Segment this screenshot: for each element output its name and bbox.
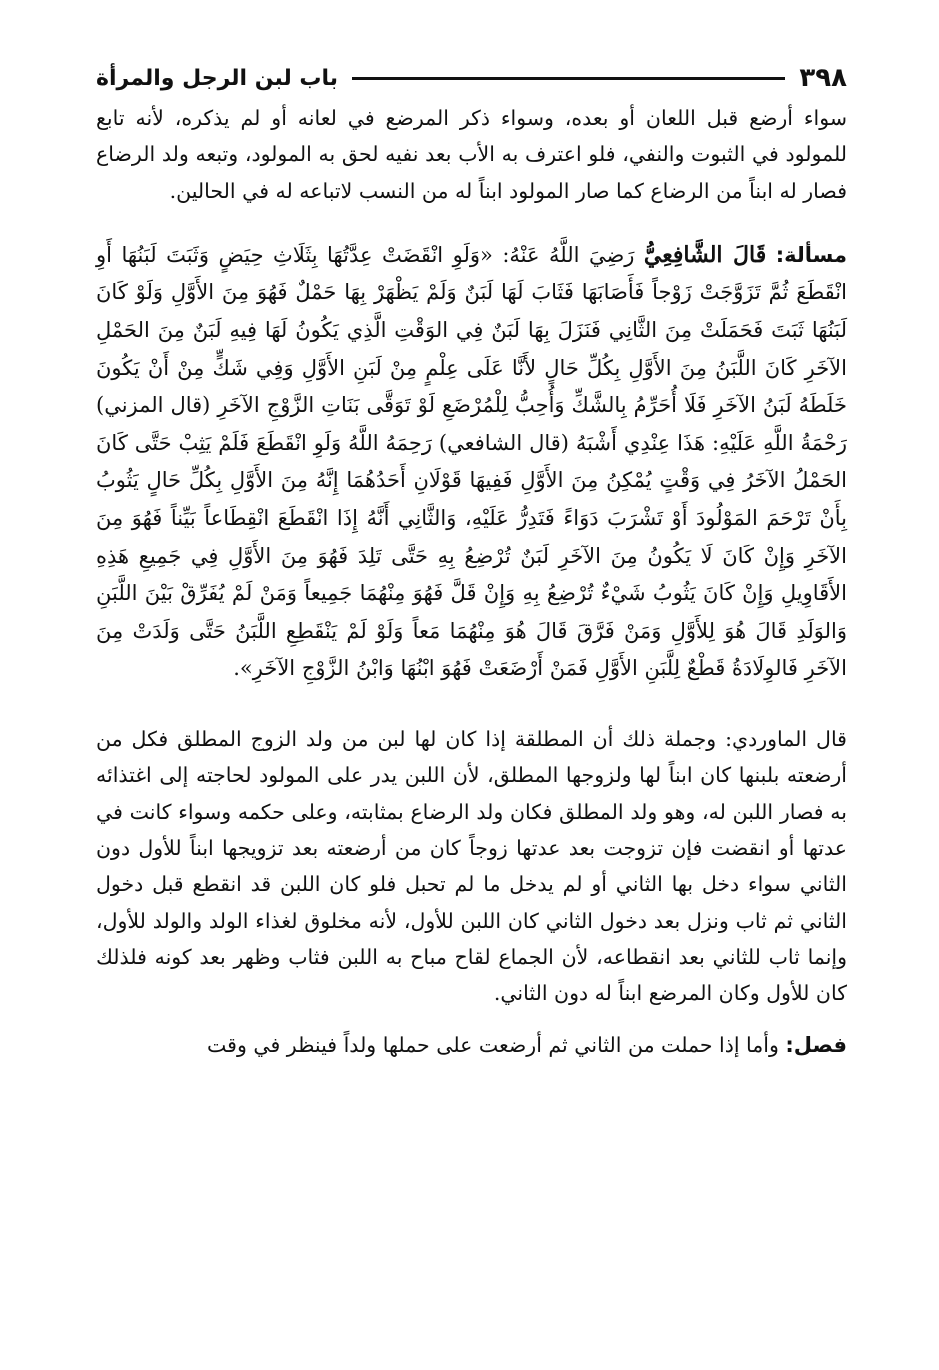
fasl-paragraph [96,1027,847,1063]
page-number: ٣٩٨ [799,63,847,93]
fasl-text: وأما إذا حملت من الثاني ثم أرضعت على حملها ولداً فينظر في وقت [207,1033,786,1058]
intro-paragraph: سواء أرضع قبل اللعان أو بعده، وسواء ذكر المرضع في لعانه أو لم يذكره، لأنه تابع للمولود في الثبوت والنفي، فلو اعترف به الأب بعد نفيه لحق به المولود، وتبعه ولد الرضاع فصار له ابناً من الرضاع كما صار المولود ابناً له من النسب لاتباعه له في الحالين. [96,106,847,203]
masala-imam: قَالَ الشَّافِعِيُّ [643,241,767,268]
masala-lead: مسألة: [775,242,847,267]
header-rule [352,77,785,80]
fasl-lead: فصل: [785,1033,847,1058]
page-header [96,58,847,98]
masala-text: رَضِيَ اللَّهُ عَنْهُ: «وَلَوِ انْقَضَتْ عِدَّتُهَا بِثَلَاثِ حِيَضٍ وَثَبَتَ لَبَنُهَا أَوِ انْقَطَعَ ثُمَّ تَزَوَّجَتْ زَوْجاً فَأَصَابَهَا فَثَابَ لَهَا لَبَنٌ وَلَمْ يَظْهَرْ بِهَا حَمْلٌ فَهُوَ مِنَ الأَوَّلِ وَلَوْ كَانَ لَبَنُهَا ثَبَتَ فَحَمَلَتْ مِنَ الثَّانِي فَنَزَلَ بِهَا لَبَنٌ فِي الوَقْتِ الَّذِي يَكُونُ لَهَا فِيهِ لَبَنٌ مِنَ الحَمْلِ الآخَرِ كَانَ اللَّبَنُ مِنَ الأَوَّلِ بِكُلِّ حَالٍ لأَنَّا عَلَى عِلْمٍ مِنْ لَبَنِ الأَوَّلِ وَفِي شَكٍّ مِنْ أَنْ يَكُونَ خَلَطَهُ لَبَنُ الآخَرِ فَلَا أُحَرِّمُ بِالشَّكِّ وَأُحِبُّ لِلْمُرْضَعِ لَوْ تَوَقَّى بَنَاتِ الزَّوْجِ الآخَرِ (قال المزني) رَحْمَةُ اللَّهِ عَلَيْهِ: هَذَا عِنْدِي أَشْبَهُ (قال الشافعي) رَحِمَهُ اللَّهُ وَلَوِ انْقَطَعَ فَلَمْ يَثِبْ حَتَّى كَانَ الحَمْلُ الآخَرُ فِي وَقْتٍ يُمْكِنُ مِنَ الأَوَّلِ فَفِيهَا قَوْلَانِ أَحَدُهُمَا إِنَّهُ مِنَ الأَوَّلِ بِكُلِّ حَالٍ يَثُوبُ بِأَنْ تَرْحَمَ المَوْلُودَ أَوْ تَشْرَبَ دَوَاءً فَتَدِرُّ عَلَيْهِ، وَالثَّانِي أَنَّهُ إِذَا انْقَطَعَ انْقِطَاعاً بَيِّناً فَهُوَ مِنَ الآخَرِ وَإِنْ كَانَ لَا يَكُونُ مِنَ الآخَرِ لَبَنٌ تُرْضِعُ بِهِ حَتَّى تَلِدَ فَهُوَ مِنَ الأَوَّلِ فِي جَمِيعِ هَذِهِ الأَقَاوِيلِ وَإِنْ كَانَ يَثُوبُ شَيْءٌ تُرْضِعُ بِهِ وَإِنْ قَلَّ فَهُوَ مِنْهُمَا جَمِيعاً وَمَنْ لَمْ يُفَرِّقْ بَيْنَ اللَّبَنِ وَالوَلَدِ قَالَ هُوَ لِلأَوَّلِ وَمَنْ فَرَّقَ قَالَ هُوَ مِنْهُمَا مَعاً وَلَوْ لَمْ يَنْقَطِعِ اللَّبَنُ حَتَّى وَلَدَتْ مِنَ الآخَرِ فَالوِلَادَةُ قَطْعٌ لِلَّبَنِ الأَوَّلِ فَمَنْ أَرْضَعَتْ فَهُوَ ابْنُهَا وَابْنُ الزَّوْجِ الآخَرِ». [96,242,847,681]
masala-paragraph [96,237,847,688]
running-title: باب لبن الرجل والمرأة [96,65,339,91]
mawardi-paragraph: قال الماوردي: وجملة ذلك أن المطلقة إذا كان لها لبن من ولد الزوج المطلق فكل من أرضعته بلبنها كان ابناً لها ولزوجها المطلق، لأن اللبن يدر على المولود لحاجته إلى اغتذائه به فصار اللبن له، وهو ولد المطلق فكان ولد الرضاع بمثابته، وعلى حكمه وسواء كانت في عدتها أو انقضت فإن تزوجت بعد عدتها زوجاً كان من أرضعته بعد تزويجها ابناً للأول دون الثاني سواء دخل بها الثاني أو لم يدخل ما لم تحبل فلو كان اللبن قد انقطع قبل دخول الثاني ثم ثاب ونزل بعد دخول الثاني كان اللبن للأول، لأنه مخلوق لغذاء الولد والولد للأول، وإنما ثاب للثاني بعد انقطاعه، لأن الجماع لقاح مباح به اللبن فثاب وظهر بعد كونه فلذلك كان للأول وكان المرضع ابناً له دون الثاني. [96,727,847,1006]
